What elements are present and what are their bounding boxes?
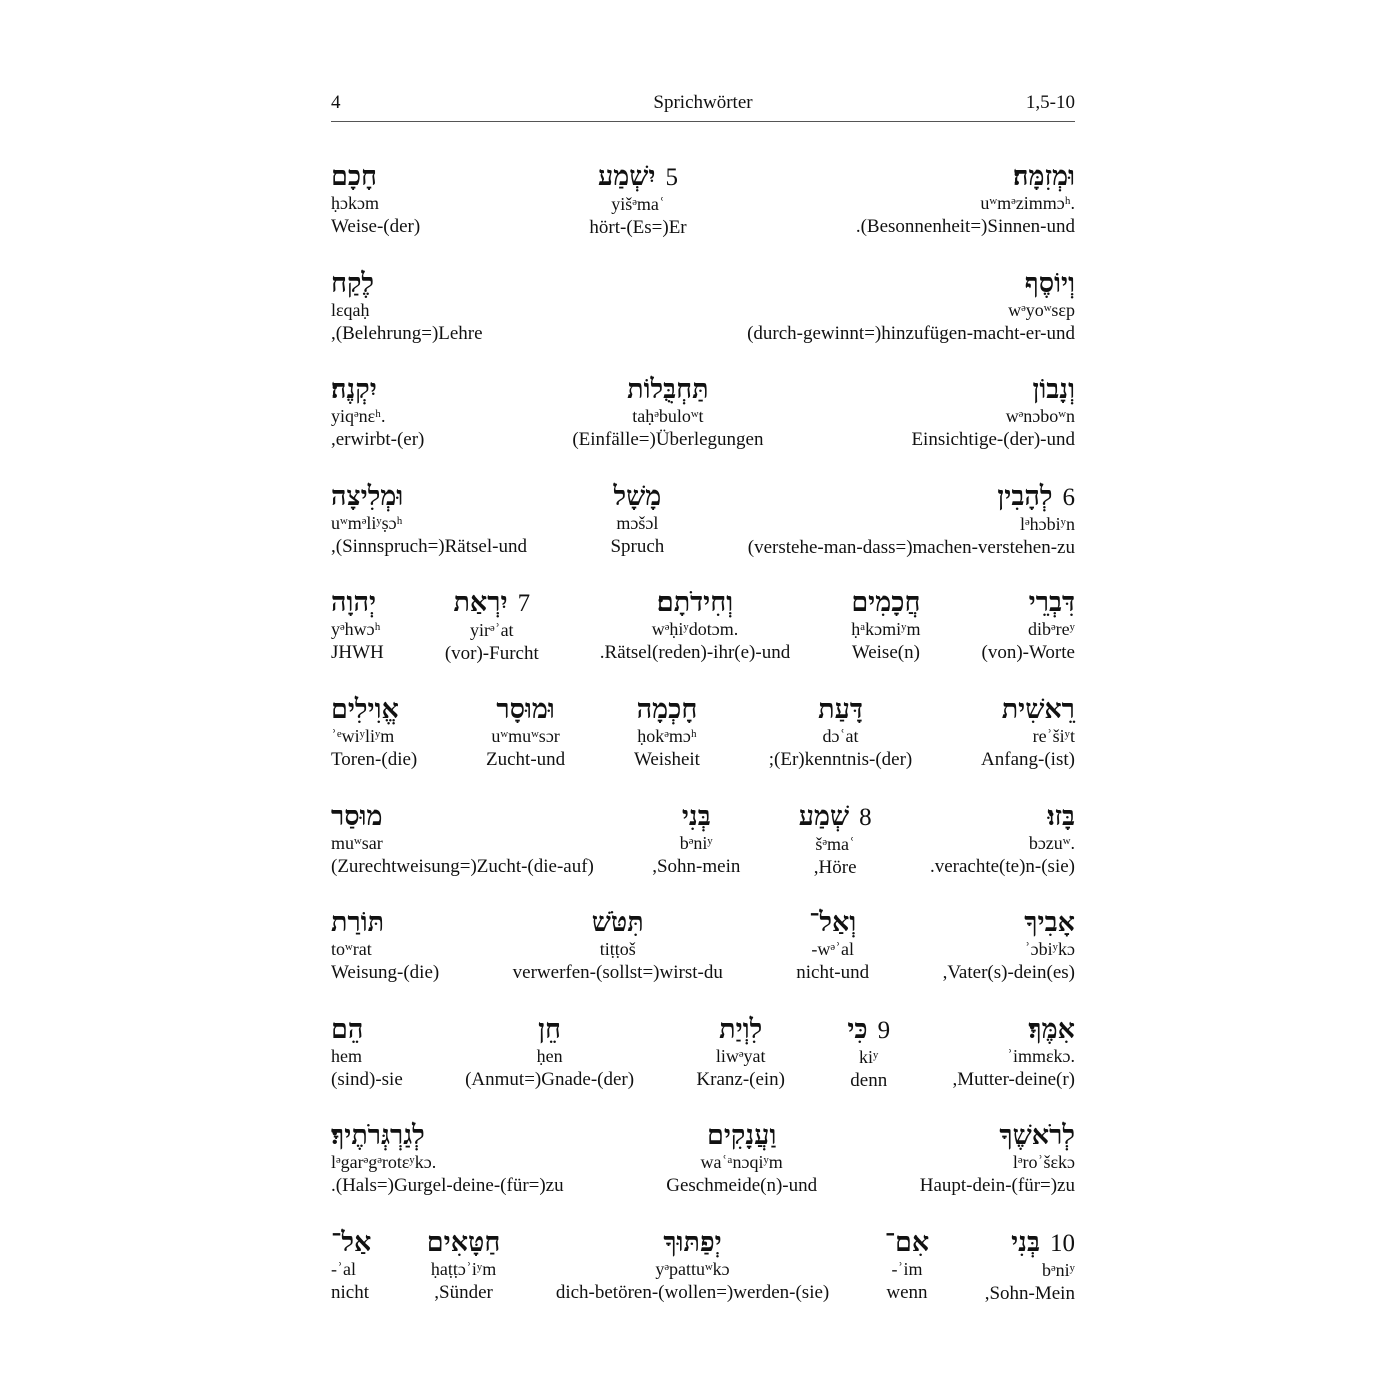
interlinear-line [331, 588, 1075, 695]
hebrew-word: הֵם [331, 1013, 364, 1045]
transliteration: -ʾal [331, 1258, 356, 1279]
german-gloss: (von)-Worte [981, 642, 1075, 664]
hebrew-line [657, 588, 733, 618]
german-gloss: Weisung-(die) [331, 962, 440, 984]
word-unit [331, 908, 439, 986]
word-unit [331, 802, 594, 880]
word-unit [847, 1015, 890, 1094]
word-unit [331, 695, 417, 773]
transliteration: yᵊhwɔʰ [331, 619, 381, 640]
german-gloss: denn [850, 1069, 888, 1091]
transliteration: lɛqaḥ [331, 299, 370, 320]
german-gloss: Anfang-(ist) [981, 748, 1075, 770]
hebrew-line [1029, 588, 1075, 618]
hebrew-word: לְגַרְגְּרֹתֶיךָ׃ [331, 1120, 425, 1152]
word-unit [589, 162, 686, 241]
transliteration: taḥᵊbuloʷt [632, 406, 704, 427]
hebrew-word: חֲכָמִים [851, 587, 921, 619]
german-gloss: Einsichtige-(der)-und [911, 429, 1075, 451]
interlinear-line [331, 908, 1075, 1015]
interlinear-text [331, 162, 1075, 1335]
hebrew-line [496, 695, 554, 725]
hebrew-line [331, 1015, 363, 1045]
german-gloss: ,(Sinnspruch=)Rätsel-und [331, 535, 527, 557]
interlinear-line [331, 375, 1075, 482]
word-unit [486, 695, 565, 773]
hebrew-line [1013, 162, 1075, 192]
hebrew-word: אֱוִילִים [331, 693, 399, 725]
hebrew-word: וַעֲנָקִים [707, 1120, 777, 1152]
transliteration: wᵊnɔboʷn [1005, 406, 1075, 427]
transliteration: lᵊhɔbiʸn [1020, 513, 1075, 534]
hebrew-line [592, 908, 644, 938]
german-gloss: (Anmut=)Gnade-(der) [465, 1068, 635, 1090]
german-gloss: nicht-und [796, 962, 870, 984]
transliteration: yiqᵊnɛʰ. [331, 406, 386, 427]
hebrew-word: מָשָׁל [613, 480, 662, 512]
hebrew-word: יְפַתּוּךָ [663, 1226, 722, 1258]
german-gloss: ,Vater(s)-dein(es) [942, 962, 1075, 984]
interlinear-line [331, 1228, 1075, 1335]
hebrew-line [331, 908, 384, 938]
transliteration: ḥaṭṭɔʾiʸm [430, 1258, 497, 1279]
hebrew-line [682, 802, 711, 832]
verse-number: 9 [877, 1016, 891, 1044]
word-unit [513, 908, 723, 986]
hebrew-word: יִרְאַת [453, 587, 508, 619]
transliteration: mɔšɔl [616, 512, 659, 533]
transliteration: ʾɔbiʸkɔ [1024, 939, 1075, 960]
hebrew-line [997, 482, 1075, 513]
german-gloss: Weise-(der) [331, 216, 421, 237]
transliteration: tiṭṭoš [599, 939, 636, 960]
german-gloss: (Einfälle=)Überlegungen [572, 429, 764, 451]
word-unit [982, 588, 1075, 666]
interlinear-line [331, 482, 1075, 589]
hebrew-word: שְׁמַע [798, 800, 850, 832]
hebrew-line [1024, 908, 1075, 938]
german-gloss: verwerfen-(sollst=)wirst-du [512, 962, 723, 984]
german-gloss: ,Sohn-mein [652, 855, 741, 877]
hebrew-word: חָכְמָה [636, 693, 698, 725]
hebrew-word: לִוְיַת [719, 1013, 763, 1045]
hebrew-line [707, 1121, 776, 1151]
transliteration: lᵊgarᵊgᵊrotɛʸkɔ. [331, 1152, 437, 1173]
page-number: 4 [331, 92, 341, 113]
hebrew-line [719, 1015, 762, 1045]
word-unit [952, 1015, 1075, 1093]
verse-reference: 1,5-10 [1025, 92, 1075, 113]
word-unit [465, 1015, 634, 1093]
hebrew-word: לֶקַח [331, 267, 375, 299]
transliteration: hem [331, 1045, 362, 1066]
word-unit [666, 1121, 817, 1199]
word-unit [331, 1121, 564, 1199]
hebrew-line [847, 1015, 890, 1046]
word-unit [600, 588, 790, 666]
hebrew-word: חֵן [538, 1013, 562, 1045]
hebrew-word: וְאַל־ [809, 907, 857, 939]
transliteration: ḥɔkɔm [331, 193, 379, 213]
german-gloss: hört-(Es=)Er [589, 217, 687, 238]
german-gloss: .(Hals=)Gurgel-deine-(für=)zu [331, 1175, 564, 1197]
german-gloss: Kranz-(ein) [696, 1068, 786, 1090]
word-unit [331, 269, 483, 347]
german-gloss: .Rätsel(reden)-ihr(e)-und [599, 642, 791, 664]
german-gloss: JHWH [331, 642, 384, 664]
transliteration: uʷmuʷsɔr [491, 725, 560, 746]
word-unit [331, 482, 527, 560]
transliteration: yirᵊʾat [469, 620, 514, 641]
verse-number: 5 [665, 164, 678, 191]
transliteration: ʾᵉwiʸliʸm [331, 725, 395, 746]
transliteration: uʷmᵊliʸṣɔʰ [331, 512, 403, 533]
hebrew-line [1028, 1015, 1075, 1045]
transliteration: -ʾim [891, 1258, 923, 1279]
interlinear-line [331, 802, 1075, 909]
hebrew-line [1048, 802, 1075, 832]
hebrew-word: חָכָם [331, 161, 378, 192]
word-unit [331, 588, 384, 666]
hebrew-word: וְיוֹסֶף [1024, 267, 1075, 299]
hebrew-word: מוּסַר [331, 800, 383, 832]
interlinear-line [331, 695, 1075, 802]
word-unit [851, 588, 920, 666]
interlinear-line [331, 1121, 1075, 1228]
german-gloss: (sind)-sie [331, 1068, 403, 1090]
transliteration: šᵊmaʿ [815, 833, 855, 854]
german-gloss: ,Mutter-deine(r) [952, 1068, 1075, 1090]
hebrew-word: יְהוָה [331, 587, 377, 619]
word-unit [634, 695, 700, 773]
hebrew-line [637, 695, 698, 725]
german-gloss: (Zurechtweisung=)Zucht-(die-auf) [331, 855, 594, 877]
interlinear-line [331, 1015, 1075, 1122]
hebrew-word: אִם־ [884, 1226, 930, 1258]
hebrew-line [613, 482, 661, 512]
interlinear-line [331, 162, 1075, 269]
transliteration: ḥen [536, 1045, 563, 1066]
german-gloss: ,erwirbt-(er) [331, 429, 425, 451]
transliteration: uʷmᵊzimmɔʰ. [980, 193, 1075, 213]
transliteration: bᵊniʸ [679, 832, 713, 853]
transliteration: ḥᵃkɔmiʸm [851, 619, 921, 640]
transliteration: liwᵊyat [715, 1045, 766, 1066]
german-gloss: Weisheit [633, 748, 700, 770]
word-unit [769, 695, 913, 773]
hebrew-word: חַטָּאִים [426, 1226, 501, 1258]
hebrew-line [427, 1228, 501, 1258]
book-title: Sprichwörter [653, 92, 753, 113]
hebrew-line [331, 162, 377, 192]
german-gloss: Toren-(die) [331, 748, 418, 770]
transliteration: yišᵊmaʿ [611, 194, 665, 214]
running-header [331, 92, 1075, 120]
hebrew-word: תַּחְבֻּלוֹת [627, 374, 709, 406]
hebrew-line [663, 1228, 721, 1258]
hebrew-line [598, 162, 678, 193]
hebrew-line [331, 802, 383, 832]
hebrew-word: וּמְזִמָּה׃ [1013, 161, 1075, 192]
german-gloss: (verstehe-man-dass=)machen-verstehen-zu [747, 536, 1075, 558]
hebrew-line [331, 1121, 425, 1151]
document-page [331, 92, 1075, 1304]
word-unit [445, 588, 539, 667]
german-gloss: dich-betören-(wollen=)werden-(sie) [555, 1281, 830, 1303]
hebrew-line [331, 482, 403, 512]
transliteration: toʷrat [331, 939, 372, 960]
word-unit [943, 908, 1075, 986]
hebrew-word: וּמְלִיצָה [331, 480, 404, 512]
hebrew-word: כִּי [847, 1013, 868, 1045]
german-gloss: nicht [331, 1281, 369, 1303]
hebrew-line [1011, 1228, 1075, 1259]
word-unit [799, 802, 872, 881]
german-gloss: Haupt-dein-(für=)zu [919, 1175, 1075, 1197]
word-unit [652, 802, 740, 880]
hebrew-line [538, 1015, 561, 1045]
verse-number: 10 [1049, 1229, 1075, 1257]
word-unit [796, 908, 869, 986]
hebrew-line [1002, 695, 1075, 725]
word-unit [427, 1228, 501, 1306]
hebrew-line [999, 1121, 1075, 1151]
german-gloss: ,Sohn-Mein [984, 1282, 1075, 1304]
german-gloss: Zucht-und [486, 748, 566, 770]
german-gloss: .verachte(te)n-(sie) [929, 855, 1075, 877]
word-unit [610, 482, 664, 560]
word-unit [747, 269, 1075, 347]
hebrew-word: יִקְנֶה׃ [331, 374, 377, 406]
hebrew-word: וְנָבוֹן [1032, 374, 1075, 406]
hebrew-line [1033, 375, 1076, 405]
transliteration: yᵊpattuʷkɔ [655, 1258, 730, 1279]
word-unit [748, 482, 1075, 561]
hebrew-word: תּוֹרַת [331, 907, 385, 939]
verse-number: 7 [517, 590, 531, 618]
german-gloss: ,(Belehrung=)Lehre [331, 322, 483, 344]
german-gloss: (vor)-Furcht [444, 643, 539, 665]
word-unit [930, 802, 1075, 880]
word-unit [556, 1228, 829, 1306]
word-unit [920, 1121, 1075, 1199]
hebrew-word: רֵאשִׁית [1001, 693, 1075, 725]
hebrew-line [627, 375, 708, 405]
hebrew-word: לְהָבִין [997, 480, 1053, 512]
word-unit [331, 1228, 371, 1306]
transliteration: waʿᵃnɔqiʸm [700, 1152, 783, 1173]
transliteration: dɔʿat [822, 725, 859, 746]
transliteration: reʾšiʸt [1032, 725, 1075, 746]
transliteration: lᵊroʾšɛkɔ [1012, 1152, 1075, 1173]
hebrew-line [818, 695, 863, 725]
verse-number: 6 [1062, 483, 1075, 511]
hebrew-word: וְחִידֹתָם׃ [656, 587, 734, 619]
word-unit [331, 375, 424, 453]
transliteration: dibᵊreʸ [1028, 619, 1075, 640]
word-unit [911, 375, 1075, 453]
hebrew-line [331, 1228, 371, 1258]
hebrew-line [799, 802, 872, 833]
german-gloss: (durch-gewinnt=)hinzufügen-macht-er-und [747, 322, 1075, 344]
transliteration: ʾimmɛkɔ. [1006, 1045, 1075, 1066]
word-unit [572, 375, 763, 453]
german-gloss: .(Besonnenheit=)Sinnen-und [855, 216, 1075, 237]
hebrew-word: אָבִיךָ [1024, 907, 1075, 939]
word-unit [981, 695, 1075, 773]
transliteration: kiʸ [859, 1046, 879, 1067]
hebrew-line [331, 375, 377, 405]
hebrew-word: יִשְׁמַע [598, 161, 656, 192]
transliteration: wᵊyoʷsɛp [1008, 299, 1075, 320]
transliteration: muʷsar [331, 832, 383, 853]
hebrew-line [1025, 269, 1075, 299]
word-unit [331, 162, 420, 240]
german-gloss: ,Höre [813, 856, 857, 878]
word-unit [885, 1228, 930, 1306]
hebrew-word: אַל־ [331, 1226, 372, 1258]
transliteration: bᵊniʸ [1041, 1259, 1075, 1280]
transliteration: ḥokᵊmɔʰ [637, 725, 697, 746]
hebrew-word: אִמֶּךָ׃ [1028, 1013, 1075, 1045]
hebrew-line [851, 588, 920, 618]
word-unit [696, 1015, 785, 1093]
hebrew-word: וּמוּסָר [496, 693, 555, 725]
hebrew-line [331, 269, 374, 299]
transliteration: wᵊḥiʸdotɔm. [651, 619, 739, 640]
hebrew-line [331, 588, 376, 618]
hebrew-word: לְרֹאשֶׁךָ [999, 1120, 1075, 1152]
hebrew-word: בְּנִי [1011, 1226, 1040, 1258]
german-gloss: Spruch [610, 535, 665, 557]
interlinear-line [331, 269, 1075, 376]
header-rule [331, 121, 1075, 122]
german-gloss: Geschmeide(n)-und [666, 1175, 818, 1197]
word-unit [856, 162, 1075, 240]
word-unit [331, 1015, 403, 1093]
hebrew-line [885, 1228, 930, 1258]
hebrew-word: תִּטֹּשׁ [591, 907, 644, 939]
verse-number: 8 [859, 803, 872, 831]
hebrew-word: דָּעַת [818, 693, 863, 725]
german-gloss: ,Sünder [434, 1281, 493, 1303]
hebrew-word: בְּנִי [681, 800, 711, 832]
german-gloss: ;(Er)kenntnis-(der) [768, 748, 913, 770]
hebrew-word: דִּבְרֵי [1028, 587, 1075, 619]
word-unit [985, 1228, 1075, 1307]
german-gloss: Weise(n) [851, 642, 920, 664]
hebrew-line [809, 908, 856, 938]
transliteration: bɔzuʷ. [1028, 832, 1075, 853]
transliteration: -wᵊʾal [811, 939, 854, 960]
german-gloss: wenn [886, 1281, 928, 1303]
hebrew-word: בָּזוּ׃ [1047, 800, 1075, 832]
hebrew-line [453, 588, 530, 619]
hebrew-line [331, 695, 399, 725]
